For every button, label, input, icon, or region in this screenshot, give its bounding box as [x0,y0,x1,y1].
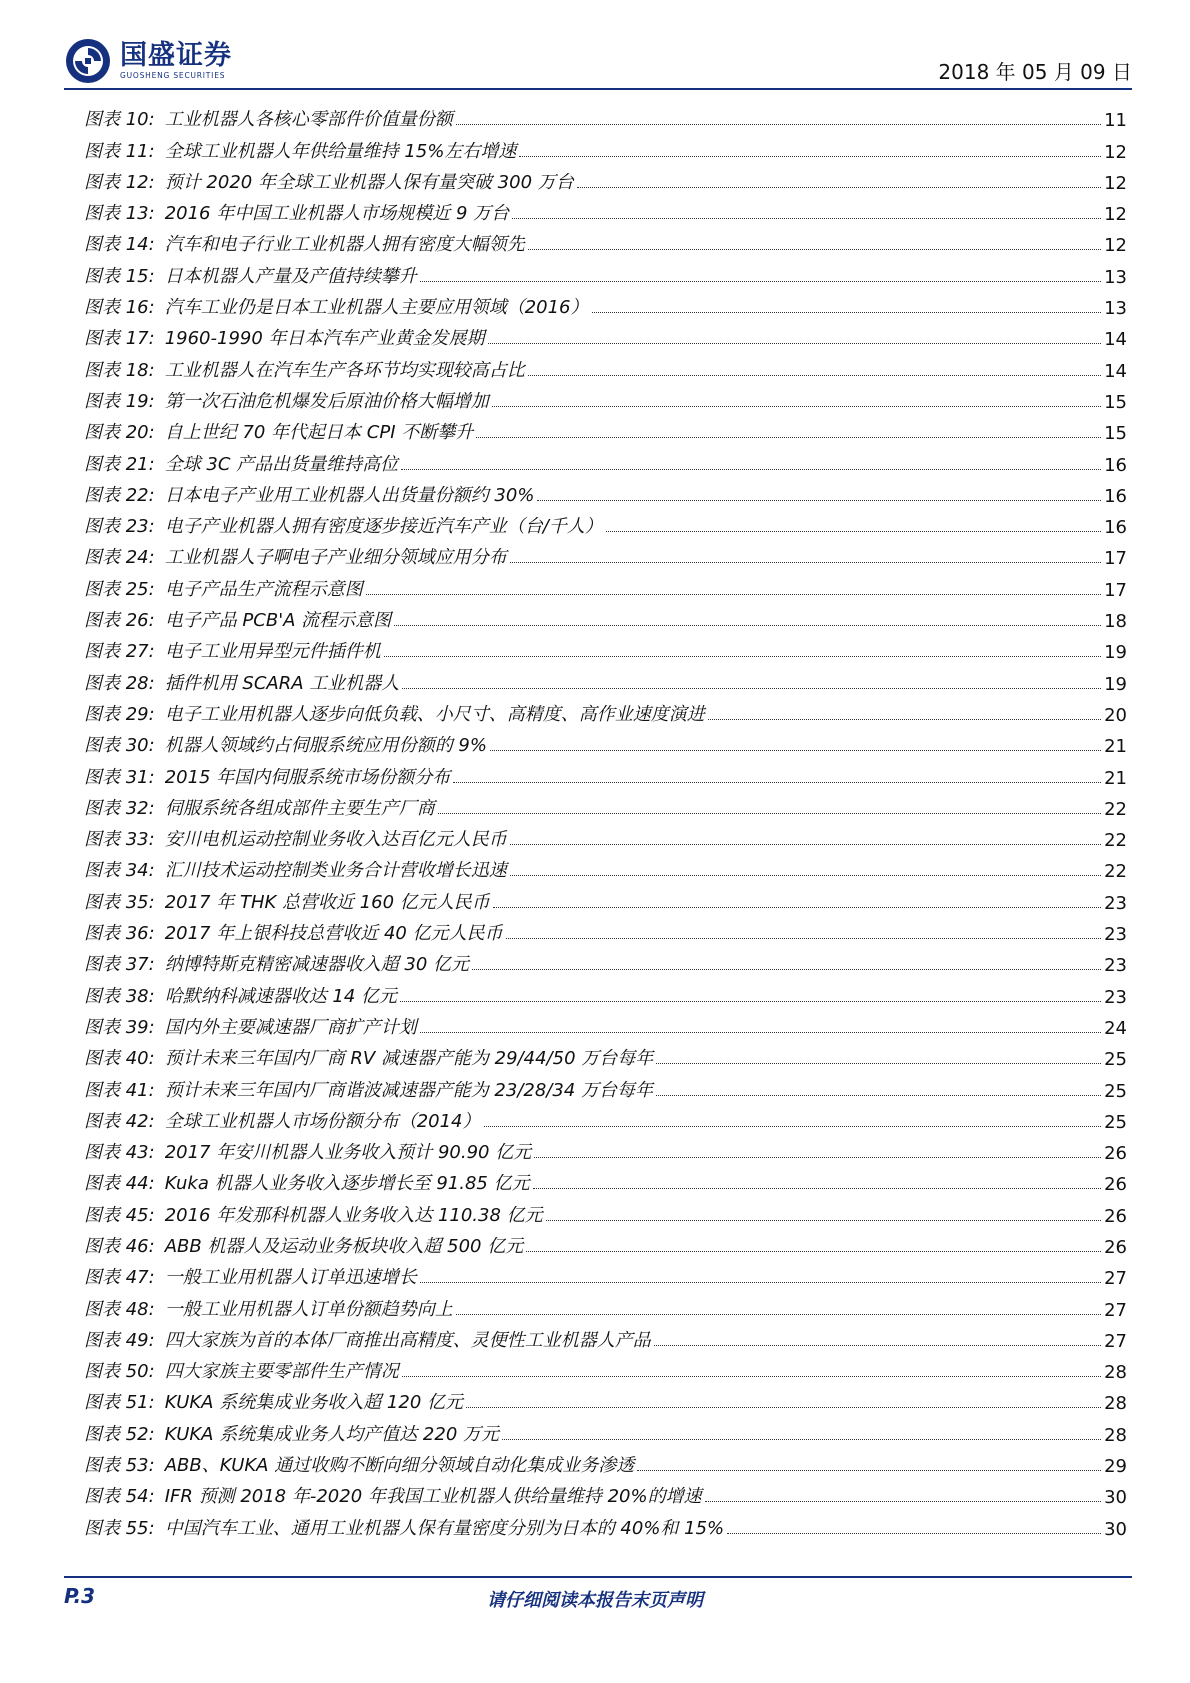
logo-chinese-name: 国盛证券 [120,40,232,71]
toc-entry[interactable] [84,350,1127,381]
toc-entry-title[interactable]: 预计未来三年国内厂商 RV 减速器产能为 29/44/50 万台每年 [164,1048,654,1070]
toc-entry-title[interactable]: 1960-1990 年日本汽车产业黄金发展期 [164,328,485,350]
page-header [64,32,1132,86]
toc-entry-page-number[interactable]: 24 [1104,1017,1127,1039]
toc-entry-title[interactable]: 汽车和电子行业工业机器人拥有密度大幅领先 [164,234,525,256]
toc-entry-title[interactable]: 汽车工业仍是日本工业机器人主要应用领域（2016） [164,297,589,319]
toc-entry-label: 图表 34: [84,860,155,882]
toc-entry-page-number[interactable]: 20 [1104,704,1127,726]
toc-entry[interactable] [84,695,1127,726]
toc-dot-leader [533,1188,1102,1189]
toc-entry-page-number[interactable]: 30 [1104,1518,1127,1540]
toc-entry-label: 图表 52: [84,1423,155,1445]
toc-entry[interactable] [84,1227,1127,1258]
toc-entry[interactable] [84,163,1127,194]
toc-dot-leader [510,844,1101,845]
toc-dot-leader [512,218,1101,219]
toc-entry-title[interactable]: 插件机用 SCARA 工业机器人 [164,672,400,694]
toc-dot-leader [402,688,1101,689]
toc-entry[interactable] [84,1414,1127,1445]
toc-entry-label: 图表 30: [84,735,155,757]
toc-entry[interactable] [84,444,1127,475]
toc-dot-leader [502,1439,1101,1440]
toc-entry[interactable] [84,663,1127,694]
toc-entry-label: 图表 51: [84,1392,155,1414]
toc-dot-leader [400,1001,1101,1002]
toc-entry[interactable] [84,194,1127,225]
toc-entry-page-number[interactable]: 12 [1104,141,1127,163]
toc-entry-title[interactable]: 国内外主要减速器厂商扩产计划 [164,1016,417,1038]
toc-dot-leader [456,124,1101,125]
toc-entry[interactable] [84,789,1127,820]
toc-entry-title[interactable]: 工业机器人子啊电子产业细分领域应用分布 [164,547,507,569]
toc-dot-leader [519,156,1101,157]
toc-entry-page-number[interactable]: 14 [1104,360,1127,382]
toc-entry-title[interactable]: 电子工业用机器人逐步向低负载、小尺寸、高精度、高作业速度演进 [164,703,705,725]
toc-entry-page-number[interactable]: 29 [1104,1456,1127,1478]
toc-entry-label: 图表 45: [84,1204,155,1226]
toc-entry-page-number[interactable]: 23 [1104,986,1127,1008]
toc-entry[interactable] [84,1195,1127,1226]
toc-entry-title[interactable]: Kuka 机器人业务收入逐步增长至 91.85 亿元 [164,1173,530,1195]
footer-page-number: P.3 [64,1584,96,1608]
toc-entry[interactable] [84,1164,1127,1195]
toc-dot-leader [366,594,1101,595]
toc-entry-title[interactable]: 2015 年国内伺服系统市场份额分布 [164,766,451,788]
toc-entry-label: 图表 27: [84,641,155,663]
toc-entry-label: 图表 17: [84,328,155,350]
logo-text [120,41,232,81]
toc-entry[interactable] [84,1446,1127,1477]
toc-entry-label: 图表 47: [84,1267,155,1289]
toc-entry[interactable] [84,1258,1127,1289]
toc-dot-leader [577,187,1101,188]
toc-entry[interactable] [84,601,1127,632]
toc-dot-leader [472,969,1101,970]
toc-dot-leader [537,500,1101,501]
footer-disclaimer-note: 请仔细阅读本报告末页声明 [487,1590,703,1611]
toc-dot-leader [484,1126,1102,1127]
toc-entry-label: 图表 10: [84,109,155,131]
toc-entry-page-number[interactable]: 26 [1104,1174,1127,1196]
toc-entry[interactable] [84,1508,1127,1539]
toc-entry[interactable] [84,1321,1127,1352]
toc-entry[interactable] [84,569,1127,600]
toc-entry-page-number[interactable]: 11 [1104,110,1127,132]
toc-dot-leader [420,1282,1101,1283]
toc-entry-page-number[interactable]: 15 [1104,391,1127,413]
toc-entry[interactable] [84,1352,1127,1383]
toc-entry[interactable] [84,288,1127,319]
toc-entry-label: 图表 25: [84,578,155,600]
toc-entry-title[interactable]: 预计未来三年国内厂商谐波减速器产能为 23/28/34 万台每年 [164,1079,653,1101]
toc-entry-label: 图表 24: [84,547,155,569]
toc-entry[interactable] [84,256,1127,287]
footer-divider [64,1576,1132,1578]
toc-entry-title[interactable]: 哈默纳科减速器收达 14 亿元 [164,985,398,1007]
toc-entry-page-number[interactable]: 28 [1104,1424,1127,1446]
toc-entry-page-number[interactable]: 27 [1104,1330,1127,1352]
toc-entry-label: 图表 29: [84,703,155,725]
toc-dot-leader [656,1063,1101,1064]
toc-entry-title[interactable]: 工业机器人在汽车生产各环节均实现较高占比 [164,359,525,381]
toc-entry-title[interactable]: 电子工业用异型元件插件机 [164,641,381,663]
toc-dot-leader [526,1251,1101,1252]
toc-entry-label: 图表 33: [84,829,155,851]
toc-entry-label: 图表 41: [84,1079,155,1101]
toc-entry-label: 图表 26: [84,610,155,632]
toc-entry-title[interactable]: ABB、KUKA 通过收购不断向细分领域自动化集成业务渗透 [164,1455,635,1477]
toc-entry-title[interactable]: 日本电子产业用工业机器人出货量份额约 30% [164,484,535,506]
toc-dot-leader [606,531,1101,532]
toc-dot-leader [466,1407,1101,1408]
toc-dot-leader [528,249,1101,250]
toc-entry-label: 图表 15: [84,265,155,287]
toc-entry-page-number[interactable]: 25 [1104,1111,1127,1133]
toc-entry[interactable] [84,538,1127,569]
toc-entry-label: 图表 11: [84,140,155,162]
company-logo [64,36,232,86]
toc-entry-title[interactable]: 工业机器人各核心零部件价值量份额 [164,109,453,131]
toc-entry-label: 图表 40: [84,1048,155,1070]
toc-entry-title[interactable]: 2017 年安川机器人业务收入预计 90.90 亿元 [164,1142,532,1164]
toc-entry-page-number[interactable]: 21 [1104,736,1127,758]
toc-entry-label: 图表 50: [84,1361,155,1383]
toc-dot-leader [637,1470,1101,1471]
toc-entry-page-number[interactable]: 22 [1104,830,1127,852]
toc-dot-leader [654,1345,1101,1346]
figure-index-list [84,100,1127,1540]
toc-entry-label: 图表 44: [84,1173,155,1195]
toc-entry[interactable] [84,100,1127,131]
toc-dot-leader [492,406,1101,407]
toc-dot-leader [401,469,1101,470]
toc-entry-page-number[interactable]: 12 [1104,235,1127,257]
toc-entry-label: 图表 31: [84,766,155,788]
toc-entry[interactable] [84,319,1127,350]
toc-entry-label: 图表 18: [84,359,155,381]
toc-entry-title[interactable]: 日本机器人产量及产值持续攀升 [164,265,417,287]
toc-dot-leader [708,719,1101,720]
toc-entry-title[interactable]: KUKA 系统集成业务人均产值达 220 万元 [164,1423,500,1445]
toc-entry[interactable] [84,726,1127,757]
toc-entry-page-number[interactable]: 26 [1104,1236,1127,1258]
toc-entry-title[interactable]: IFR 预测 2018 年-2020 年我国工业机器人供给量维持 20%的增速 [164,1486,702,1508]
toc-entry[interactable] [84,382,1127,413]
toc-entry-label: 图表 32: [84,797,155,819]
toc-entry[interactable] [84,976,1127,1007]
toc-entry-title[interactable]: 2017 年上银科技总营收近 40 亿元人民币 [164,923,503,945]
toc-dot-leader [510,562,1101,563]
toc-entry-page-number[interactable]: 15 [1104,423,1127,445]
toc-entry-title[interactable]: 电子产品生产流程示意图 [164,578,363,600]
toc-entry-title[interactable]: 机器人领域约占伺服系统应用份额的 9% [164,735,487,757]
toc-entry-title[interactable]: 全球工业机器人市场份额分布（2014） [164,1110,481,1132]
toc-entry-title[interactable]: 电子产品 PCB'A 流程示意图 [164,610,392,632]
toc-entry[interactable] [84,945,1127,976]
toc-entry-label: 图表 37: [84,954,155,976]
toc-dot-leader [456,1314,1101,1315]
toc-entry[interactable] [84,1289,1127,1320]
toc-entry-label: 图表 38: [84,985,155,1007]
toc-entry[interactable] [84,820,1127,851]
toc-dot-leader [528,375,1101,376]
toc-entry[interactable] [84,914,1127,945]
toc-entry-title[interactable]: 自上世纪 70 年代起日本 CPI 不断攀升 [164,422,474,444]
toc-dot-leader [420,281,1101,282]
toc-entry-page-number[interactable]: 28 [1104,1393,1127,1415]
toc-entry-page-number[interactable]: 26 [1104,1143,1127,1165]
toc-entry[interactable] [84,413,1127,444]
toc-entry-page-number[interactable]: 25 [1104,1080,1127,1102]
toc-entry-label: 图表 16: [84,297,155,319]
toc-entry-page-number[interactable]: 17 [1104,548,1127,570]
toc-entry[interactable] [84,1070,1127,1101]
toc-entry-label: 图表 48: [84,1298,155,1320]
toc-entry-label: 图表 14: [84,234,155,256]
toc-entry-title[interactable]: 安川电机运动控制业务收入达百亿元人民币 [164,829,507,851]
toc-dot-leader [394,625,1101,626]
toc-entry-title[interactable]: 中国汽车工业、通用工业机器人保有量密度分别为日本的 40%和 15% [164,1517,725,1539]
toc-entry-label: 图表 53: [84,1455,155,1477]
toc-entry[interactable] [84,851,1127,882]
toc-entry-label: 图表 49: [84,1329,155,1351]
toc-entry[interactable] [84,225,1127,256]
toc-entry-page-number[interactable]: 26 [1104,1205,1127,1227]
toc-dot-leader [493,907,1101,908]
toc-entry-label: 图表 22: [84,484,155,506]
toc-dot-leader [592,312,1102,313]
toc-entry-title[interactable]: ABB 机器人及运动业务板块收入超 500 亿元 [164,1235,524,1257]
toc-dot-leader [420,1032,1101,1033]
header-divider [64,88,1132,90]
toc-entry-label: 图表 20: [84,422,155,444]
toc-entry[interactable] [84,131,1127,162]
toc-entry-page-number[interactable]: 30 [1104,1487,1127,1509]
toc-entry[interactable] [84,1102,1127,1133]
toc-entry-page-number[interactable]: 16 [1104,517,1127,539]
toc-entry-label: 图表 35: [84,891,155,913]
toc-entry-title[interactable]: 2016 年中国工业机器人市场规模近 9 万台 [164,203,510,225]
toc-entry-page-number[interactable]: 28 [1104,1362,1127,1384]
toc-dot-leader [402,1376,1101,1377]
toc-entry-page-number[interactable]: 18 [1104,611,1127,633]
toc-entry-label: 图表 36: [84,923,155,945]
toc-entry-title[interactable]: 第一次石油危机爆发后原油价格大幅增加 [164,390,489,412]
toc-entry-page-number[interactable]: 22 [1104,861,1127,883]
toc-dot-leader [510,875,1101,876]
toc-entry-label: 图表 46: [84,1235,155,1257]
toc-entry-page-number[interactable]: 23 [1104,892,1127,914]
toc-entry-title[interactable]: 全球 3C 产品出货量维持高位 [164,453,399,475]
toc-entry-title[interactable]: KUKA 系统集成业务收入超 120 亿元 [164,1392,464,1414]
toc-entry-title[interactable]: 四大家族主要零部件生产情况 [164,1361,399,1383]
toc-entry-page-number[interactable]: 14 [1104,329,1127,351]
toc-dot-leader [546,1220,1101,1221]
toc-entry-label: 图表 39: [84,1016,155,1038]
toc-entry[interactable] [84,1477,1127,1508]
toc-dot-leader [727,1533,1101,1534]
toc-entry-page-number[interactable]: 25 [1104,1049,1127,1071]
toc-entry-page-number[interactable]: 16 [1104,485,1127,507]
toc-entry-label: 图表 19: [84,390,155,412]
toc-entry-label: 图表 43: [84,1142,155,1164]
toc-entry-title[interactable]: 四大家族为首的本体厂商推出高精度、灵便性工业机器人产品 [164,1329,651,1351]
toc-entry-label: 图表 13: [84,203,155,225]
toc-entry-page-number[interactable]: 13 [1104,298,1127,320]
toc-dot-leader [490,750,1101,751]
toc-entry-title[interactable]: 伺服系统各组成部件主要生产厂商 [164,797,435,819]
toc-entry-page-number[interactable]: 23 [1104,955,1127,977]
toc-entry[interactable] [84,1133,1127,1164]
toc-dot-leader [453,782,1101,783]
toc-entry-title[interactable]: 汇川技术运动控制类业务合计营收增长迅速 [164,860,507,882]
toc-dot-leader [384,656,1101,657]
guosheng-logo-icon [64,37,112,85]
toc-entry[interactable] [84,476,1127,507]
toc-dot-leader [438,813,1101,814]
toc-entry-title[interactable]: 全球工业机器人年供给量维持 15%左右增速 [164,140,517,162]
toc-entry-page-number[interactable]: 16 [1104,454,1127,476]
toc-dot-leader [656,1095,1101,1096]
toc-dot-leader [705,1501,1101,1502]
toc-entry-page-number[interactable]: 19 [1104,673,1127,695]
toc-entry-page-number[interactable]: 19 [1104,642,1127,664]
toc-entry-label: 图表 21: [84,453,155,475]
toc-entry-title[interactable]: 一般工业用机器人订单份额趋势向上 [164,1298,453,1320]
toc-entry-label: 图表 54: [84,1486,155,1508]
toc-dot-leader [488,343,1102,344]
toc-entry-title[interactable]: 纳博特斯克精密减速器收入超 30 亿元 [164,954,470,976]
toc-entry-page-number[interactable]: 12 [1104,172,1127,194]
report-date: 2018 年 05 月 09 日 [938,60,1132,84]
toc-entry-page-number[interactable]: 12 [1104,204,1127,226]
toc-entry-page-number[interactable]: 23 [1104,924,1127,946]
toc-dot-leader [506,938,1102,939]
toc-entry[interactable] [84,757,1127,788]
toc-entry-page-number[interactable]: 17 [1104,579,1127,601]
toc-entry-label: 图表 23: [84,516,155,538]
toc-entry-page-number[interactable]: 22 [1104,798,1127,820]
toc-entry-title[interactable]: 2017 年 THK 总营收近 160 亿元人民币 [164,891,490,913]
toc-entry-title[interactable]: 电子产业机器人拥有密度逐步接近汽车产业（台/千人） [164,516,603,538]
toc-dot-leader [534,1157,1101,1158]
toc-entry[interactable] [84,1383,1127,1414]
toc-entry[interactable] [84,632,1127,663]
toc-entry-page-number[interactable]: 27 [1104,1268,1127,1290]
toc-entry[interactable] [84,1008,1127,1039]
toc-dot-leader [476,437,1101,438]
toc-entry-label: 图表 12: [84,171,155,193]
toc-entry[interactable] [84,882,1127,913]
toc-entry-page-number[interactable]: 27 [1104,1299,1127,1321]
toc-entry-label: 图表 28: [84,672,155,694]
toc-entry-label: 图表 55: [84,1517,155,1539]
toc-entry-page-number[interactable]: 21 [1104,767,1127,789]
logo-english-name: GUOSHENG SECURITIES [120,71,226,80]
toc-entry-page-number[interactable]: 13 [1104,266,1127,288]
toc-entry-title[interactable]: 一般工业用机器人订单迅速增长 [164,1267,417,1289]
toc-entry[interactable] [84,1039,1127,1070]
toc-entry-title[interactable]: 预计 2020 年全球工业机器人保有量突破 300 万台 [164,171,574,193]
toc-entry-label: 图表 42: [84,1110,155,1132]
toc-entry-title[interactable]: 2016 年发那科机器人业务收入达 110.38 亿元 [164,1204,543,1226]
toc-entry[interactable] [84,507,1127,538]
